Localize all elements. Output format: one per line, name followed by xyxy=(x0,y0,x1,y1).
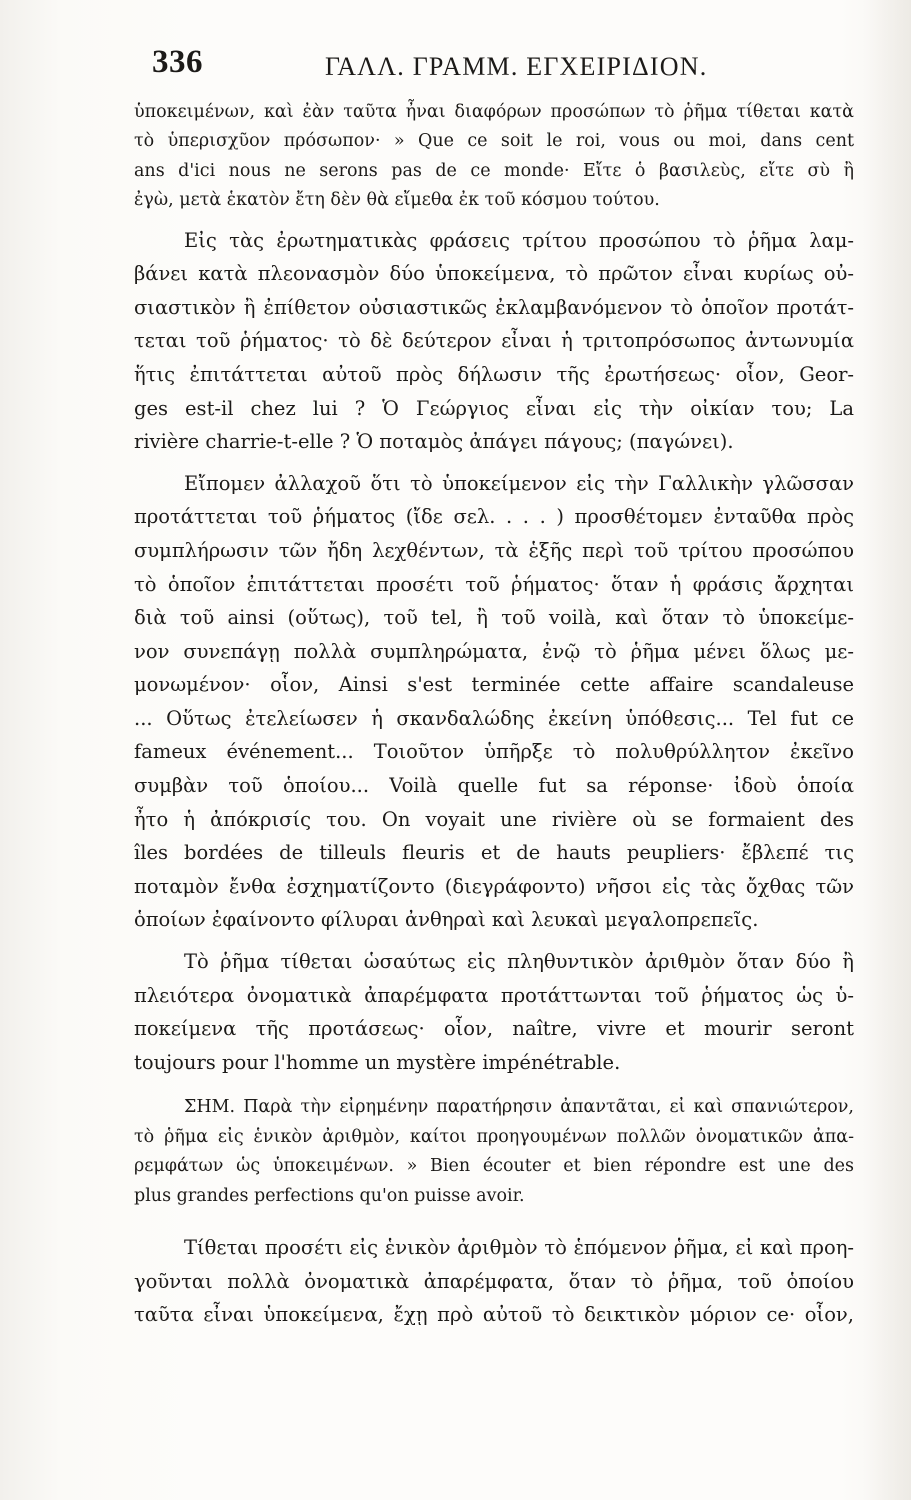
text-line: toujours pour l'homme un mystère impénétrable. xyxy=(134,1050,621,1074)
text-line: ans d'ici nous ne serons pas de ce monde· Εἴτε ὁ βασιλεὺς, εἴτε σὺ ἢ xyxy=(134,160,854,181)
text-line: plus grandes perfections qu'on puisse avoir. xyxy=(134,1185,525,1206)
text-line: ἥτις ἐπιτάττεται αὐτοῦ πρὸς δήλωσιν τῆς ἐρωτήσεως· οἷον, Geor- xyxy=(134,362,854,386)
page-number: 336 xyxy=(152,44,203,80)
paragraph-6 xyxy=(134,1231,854,1332)
text-line: προτάττεται τοῦ ῥήματος (ἴδε σελ. . . . ) προσθέτομεν ἐνταῦθα πρὸς xyxy=(134,505,854,529)
paragraph-note xyxy=(134,1093,854,1211)
text-line: ποταμὸν ἔνθα ἐσχηματίζοντο (διεγράφοντο) νῆσοι εἰς τὰς ὄχθας τῶν xyxy=(134,874,854,898)
text-line: îles bordées de tilleuls fleuris et de hauts peupliers· ἔβλεπέ τις xyxy=(134,841,854,865)
text-line: συμβὰν τοῦ ὁποίου... Voilà quelle fut sa réponse· ἰδοὺ ὁποία xyxy=(134,774,854,798)
text-line: ποκείμενα τῆς προτάσεως· οἷον, naître, vivre et mourir seront xyxy=(134,1017,854,1041)
text-line: ΣΗΜ. Παρὰ τὴν εἰρημένην παρατήρησιν ἀπαντᾶται, εἰ καὶ σπανιώτερον, xyxy=(184,1097,854,1118)
text-line: Τίθεται προσέτι εἰς ἑνικὸν ἀριθμὸν τὸ ἑπόμενον ῥῆμα, εἰ καὶ προη- xyxy=(184,1235,854,1259)
text-line: ρεμφάτων ὡς ὑποκειμένων. » Bien écouter et bien répondre est une des xyxy=(134,1156,854,1177)
running-head xyxy=(130,44,855,94)
text-line: ὁποίων ἐφαίνοντο φίλυραι ἀνθηραὶ καὶ λευκαὶ μεγαλοπρεπεῖς. xyxy=(134,908,759,932)
text-line: γοῦνται πολλὰ ὀνοματικὰ ἀπαρέμφατα, ὅταν τὸ ῥῆμα, τοῦ ὁποίου xyxy=(134,1269,854,1293)
running-title: ΓΑΛΛ. ΓΡΑΜΜ. ΕΓΧΕΙΡΙΔΙΟΝ. xyxy=(325,52,708,81)
text-line: ges est-il chez lui ? Ὁ Γεώργιος εἶναι εἰς τὴν οἰκίαν του; La xyxy=(134,396,854,420)
text-line: Εἴπομεν ἀλλαχοῦ ὅτι τὸ ὑποκείμενον εἰς τὴν Γαλλικὴν γλῶσσαν xyxy=(184,471,854,495)
text-line: διὰ τοῦ ainsi (οὕτως), τοῦ tel, ἢ τοῦ voilà, καὶ ὅταν τὸ ὑποκείμε- xyxy=(134,606,854,630)
paragraph-1 xyxy=(134,98,854,216)
text-body xyxy=(134,98,854,1332)
text-line: ἐγὼ, μετὰ ἑκατὸν ἔτη δὲν θὰ εἴμεθα ἐκ τοῦ κόσμου τούτου. xyxy=(134,190,660,211)
text-line: τεται τοῦ ῥήματος· τὸ δὲ δεύτερον εἶναι ἡ τριτοπρόσωπος ἀντωνυμία xyxy=(134,329,854,353)
text-line: ὑποκειμένων, καὶ ἐὰν ταῦτα ἦναι διαφόρων προσώπων τὸ ῥῆμα τίθεται κατὰ xyxy=(134,102,854,122)
text-line: Τὸ ῥῆμα τίθεται ὡσαύτως εἰς πληθυντικὸν ἀριθμὸν ὅταν δύο ἢ xyxy=(184,950,854,974)
text-line: βάνει κατὰ πλεονασμὸν δύο ὑποκείμενα, τὸ πρῶτον εἶναι κυρίως οὐ- xyxy=(134,262,854,286)
text-line: ἦτο ἡ ἀπόκρισίς του. On voyait une rivière où se formaient des xyxy=(134,807,854,831)
text-line: fameux événement... Τοιοῦτον ὑπῆρξε τὸ πολυθρύλλητον ἐκεῖνο xyxy=(134,740,854,764)
paragraph-2 xyxy=(134,224,854,459)
paragraph-3 xyxy=(134,467,854,937)
text-line: τὸ ῥῆμα εἰς ἑνικὸν ἀριθμὸν, καίτοι προηγουμένων πολλῶν ὀνοματικῶν ἀπα- xyxy=(134,1126,854,1147)
text-line: τὸ ὑπερισχῦον πρόσωπον· » Que ce soit le roi, vous ou moi, dans cent xyxy=(134,131,854,152)
text-line: νον συνεπάγῃ πολλὰ συμπληρώματα, ἐνῷ τὸ ῥῆμα μένει ὅλως με- xyxy=(134,639,854,663)
paragraph-4 xyxy=(134,945,854,1079)
page-gutter-shadow xyxy=(865,0,911,1500)
text-line: τὸ ὁποῖον ἐπιτάττεται προσέτι τοῦ ῥήματος· ὅταν ἡ φράσις ἄρχηται xyxy=(134,572,854,596)
text-line: σιαστικὸν ἢ ἐπίθετον οὐσιαστικῶς ἐκλαμβανόμενον τὸ ὁποῖον προτάτ- xyxy=(134,295,854,319)
text-line: μονωμένον· οἷον, Ainsi s'est terminée cette affaire scandaleuse xyxy=(134,673,854,697)
text-line: ... Οὕτως ἐτελείωσεν ἡ σκανδαλώδης ἐκείνη ὑπόθεσις... Tel fut ce xyxy=(134,706,854,730)
text-line: ταῦτα εἶναι ὑποκείμενα, ἔχῃ πρὸ αὐτοῦ τὸ δεικτικὸν μόριον ce· οἷον, xyxy=(134,1303,854,1327)
text-line: συμπλήρωσιν τῶν ἤδη λεχθέντων, τὰ ἑξῆς περὶ τοῦ τρίτου προσώπου xyxy=(134,538,854,562)
text-line: Εἰς τὰς ἐρωτηματικὰς φράσεις τρίτου προσώπου τὸ ῥῆμα λαμ- xyxy=(184,228,854,252)
text-line: rivière charrie-t-elle ? Ὁ ποταμὸς ἀπάγει πάγους; (παγώνει). xyxy=(134,430,734,454)
text-line: πλειότερα ὀνοματικὰ ἀπαρέμφατα προτάττωνται τοῦ ῥήματος ὡς ὑ- xyxy=(134,983,854,1007)
